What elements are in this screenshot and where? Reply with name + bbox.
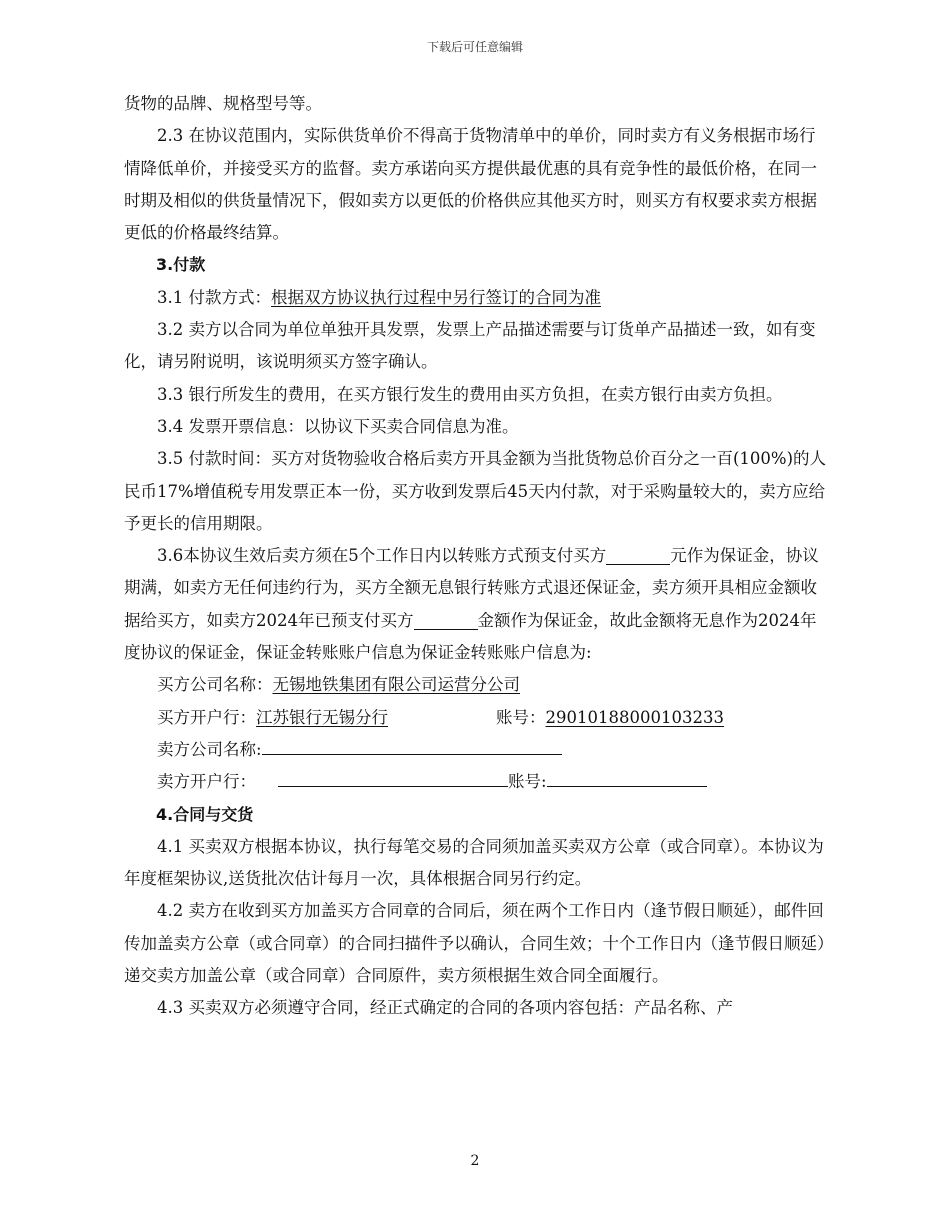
seller-account-label: 账号: <box>508 772 547 792</box>
page-header: 下载后可任意编辑 <box>426 40 523 54</box>
clause-3-4: 3.4 发票开票信息：以协议下买卖合同信息为准。 <box>157 416 519 436</box>
clause-4-2: 4.2 卖方在收到买方加盖买方合同章的合同后，须在两个工作日内（逢节假日顺延），邮件回传加盖卖方公章（或合同章）的合同扫描件予以确认，合同生效；十个工作日内（逢节假日顺延）递交卖方加盖公章（或合同章）合同原件，卖方须根据生效合同全面履行。 <box>124 901 826 986</box>
seller-bank-row <box>124 766 828 798</box>
clause-3-6 <box>124 540 828 669</box>
payment-method-value: 根据双方协议执行过程中另行签订的合同为准 <box>271 287 601 307</box>
document-body <box>124 88 828 1025</box>
clause-4-3: 4.3 买卖双方必须遵守合同，经正式确定的合同的各项内容包括：产品名称、产 <box>157 998 733 1018</box>
seller-company-row <box>124 734 828 766</box>
clause-3-6-part-c: 金额作为保证金，故此金额将无息作为2024年度协议的保证金，保证金转账账户信息为保证金转账账户信息为: <box>124 610 817 663</box>
clause-4-1: 4.1 买卖双方根据本协议，执行每笔交易的合同须加盖买卖双方公章（或合同章）。本协议为年度框架协议,送货批次估计每月一次，具体根据合同另行约定。 <box>124 836 824 889</box>
section-heading-contract-delivery: 4.合同与交货 <box>156 804 254 824</box>
buyer-account-value: 29010188000103233 <box>545 707 724 727</box>
buyer-company-row <box>124 669 828 701</box>
prepaid-amount-blank <box>414 609 478 630</box>
clause-3-1 <box>124 282 828 314</box>
seller-account-blank <box>547 766 707 787</box>
buyer-account-label: 账号： <box>496 707 546 727</box>
clause-3-1-label: 3.1 付款方式： <box>157 287 271 307</box>
page-number: 2 <box>470 1153 480 1169</box>
clause-3-5: 3.5 付款时间：买方对货物验收合格后卖方开具金额为当批货物总价百分之一百(100%)的人民币17%增值税专用发票正本一份，买方收到发票后45天内付款，对于采购量较大的，卖方应给予更长的信用期限。 <box>124 449 827 533</box>
buyer-bank-value: 江苏银行无锡分行 <box>256 707 388 727</box>
paragraph-continuation: 货物的品牌、规格型号等。 <box>124 94 322 113</box>
seller-company-label: 卖方公司名称: <box>157 739 262 759</box>
clause-3-2: 3.2 卖方以合同为单位单独开具发票，发票上产品描述需要与订货单产品描述一致，如有变化，请另附说明，该说明须买方签字确认。 <box>124 320 816 372</box>
deposit-amount-blank <box>606 544 670 565</box>
buyer-bank-row <box>124 702 828 734</box>
clause-3-6-part-b: 元作为保证金，协议期满，如卖方无任何违约行为，买方全额无息银行转账方式退还保证金，卖方须开具相应金额收据给买方，如卖方2024年已预支付买方 <box>124 546 819 630</box>
clause-3-6-part-a: 3.6本协议生效后卖方须在5个工作日内以转账方式预支付买方 <box>157 546 607 566</box>
seller-company-blank <box>262 734 562 755</box>
buyer-company-value: 无锡地铁集团有限公司运营分公司 <box>272 675 520 695</box>
buyer-bank-label: 买方开户行： <box>157 707 256 727</box>
buyer-company-label: 买方公司名称： <box>157 675 273 695</box>
clause-3-3: 3.3 银行所发生的费用，在买方银行发生的费用由买方负担，在卖方银行由卖方负担。 <box>157 384 783 404</box>
clause-2-3: 2.3 在协议范围内，实际供货单价不得高于货物清单中的单价，同时卖方有义务根据市场行情降低单价，并接受买方的监督。卖方承诺向买方提供最优惠的具有竞争性的最低价格，在同一时期及相似的供货量情况下，假如卖方以更低的价格供应其他买方时，则买方有权要求卖方根据更低的价格最终结算。 <box>124 126 817 243</box>
seller-bank-label: 卖方开户行： <box>157 772 256 792</box>
section-heading-payment: 3.付款 <box>156 255 206 275</box>
seller-bank-blank <box>278 766 508 787</box>
